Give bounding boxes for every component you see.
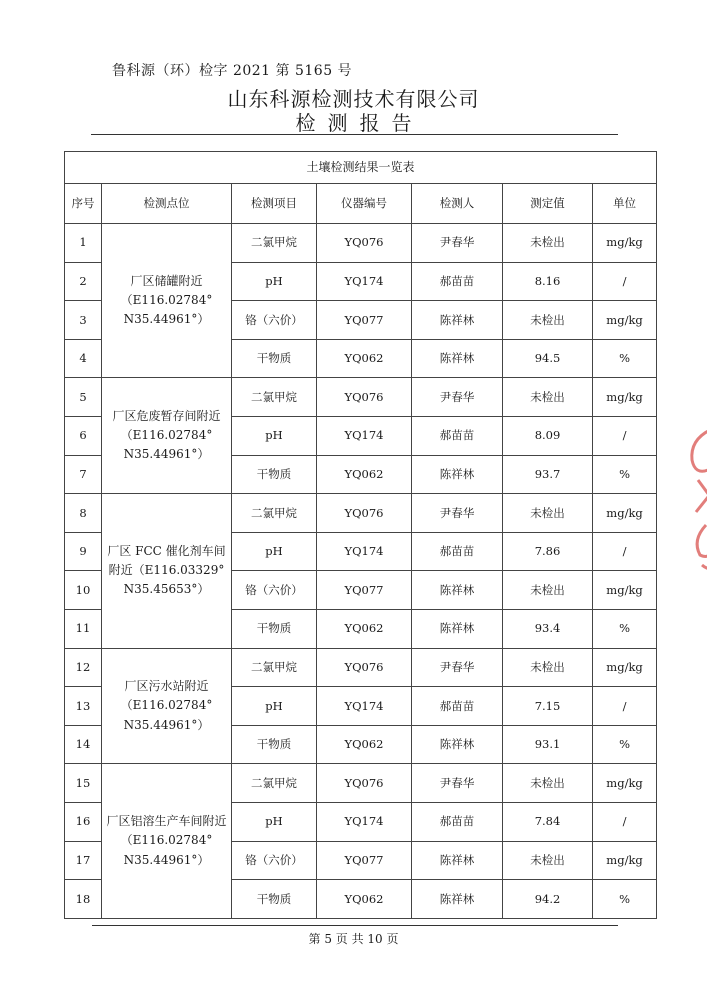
column-header: 单位 [593,184,657,224]
test-item: 二氯甲烷 [232,764,317,803]
measured-value: 未检出 [503,841,593,880]
tester-name: 尹春华 [412,378,503,417]
table-row [65,494,657,533]
tester-name: 郝苗苗 [412,416,503,455]
unit: mg/kg [593,571,657,610]
instrument-number: YQ077 [317,571,412,610]
tester-name: 郝苗苗 [412,687,503,726]
column-header: 检测项目 [232,184,317,224]
instrument-number: YQ174 [317,416,412,455]
sampling-location: 厂区 FCC 催化剂车间附近（E116.03329° N35.45653°） [102,494,232,648]
row-number: 15 [65,764,102,803]
instrument-number: YQ062 [317,339,412,378]
table-caption: 土壤检测结果一览表 [65,152,657,184]
unit: mg/kg [593,841,657,880]
row-number: 8 [65,494,102,533]
unit: mg/kg [593,378,657,417]
sampling-location: 厂区铝溶生产车间附近（E116.02784° N35.44961°） [102,764,232,918]
unit: mg/kg [593,224,657,263]
instrument-number: YQ076 [317,648,412,687]
measured-value: 93.7 [503,455,593,494]
page-number: 第 5 页 共 10 页 [308,932,399,946]
row-number: 17 [65,841,102,880]
test-item: 干物质 [232,725,317,764]
table-row [65,648,657,687]
document-number: 鲁科源（环）检字 2021 第 5165 号 [112,63,353,79]
tester-name: 郝苗苗 [412,802,503,841]
row-number: 12 [65,648,102,687]
measured-value: 未检出 [503,764,593,803]
measured-value: 94.5 [503,339,593,378]
soil-results-table [64,151,657,919]
measured-value: 未检出 [503,378,593,417]
instrument-number: YQ076 [317,764,412,803]
unit: / [593,532,657,571]
tester-name: 陈祥林 [412,880,503,919]
test-item: 干物质 [232,339,317,378]
row-number: 11 [65,609,102,648]
tester-name: 尹春华 [412,224,503,263]
tester-name: 尹春华 [412,494,503,533]
test-item: pH [232,416,317,455]
unit: / [593,687,657,726]
company-name: 山东科源检测技术有限公司 [227,87,480,111]
instrument-number: YQ076 [317,378,412,417]
footer-divider [92,925,618,926]
test-item: 干物质 [232,609,317,648]
test-item: pH [232,802,317,841]
test-item: 干物质 [232,455,317,494]
instrument-number: YQ062 [317,725,412,764]
unit: mg/kg [593,764,657,803]
instrument-number: YQ174 [317,532,412,571]
row-number: 5 [65,378,102,417]
table-row [65,224,657,263]
tester-name: 陈祥林 [412,455,503,494]
instrument-number: YQ076 [317,494,412,533]
unit: mg/kg [593,301,657,340]
test-item: 二氯甲烷 [232,378,317,417]
tester-name: 陈祥林 [412,339,503,378]
measured-value: 未检出 [503,648,593,687]
column-header: 仪器编号 [317,184,412,224]
table-row [65,764,657,803]
unit: / [593,262,657,301]
row-number: 14 [65,725,102,764]
instrument-number: YQ174 [317,687,412,726]
row-number: 3 [65,301,102,340]
measured-value: 93.4 [503,609,593,648]
measured-value: 未检出 [503,494,593,533]
tester-name: 郝苗苗 [412,262,503,301]
unit: mg/kg [593,494,657,533]
instrument-number: YQ077 [317,841,412,880]
report-title: 检测报告 [295,111,424,135]
table-row [65,378,657,417]
measured-value: 未检出 [503,224,593,263]
test-item: 二氯甲烷 [232,648,317,687]
column-header: 检测点位 [102,184,232,224]
instrument-number: YQ076 [317,224,412,263]
unit: % [593,339,657,378]
row-number: 10 [65,571,102,610]
row-number: 18 [65,880,102,919]
column-header: 检测人 [412,184,503,224]
test-item: pH [232,262,317,301]
tester-name: 陈祥林 [412,301,503,340]
header-divider [91,134,618,135]
measured-value: 94.2 [503,880,593,919]
unit: % [593,880,657,919]
sampling-location: 厂区污水站附近（E116.02784° N35.44961°） [102,648,232,764]
test-item: pH [232,532,317,571]
tester-name: 郝苗苗 [412,532,503,571]
measured-value: 7.86 [503,532,593,571]
instrument-number: YQ062 [317,880,412,919]
instrument-number: YQ174 [317,262,412,301]
measured-value: 未检出 [503,571,593,610]
official-seal-stamp [680,420,707,580]
row-number: 2 [65,262,102,301]
row-number: 16 [65,802,102,841]
column-header: 测定值 [503,184,593,224]
tester-name: 陈祥林 [412,571,503,610]
row-number: 4 [65,339,102,378]
test-item: 铬（六价） [232,571,317,610]
row-number: 7 [65,455,102,494]
measured-value: 93.1 [503,725,593,764]
tester-name: 陈祥林 [412,609,503,648]
unit: / [593,802,657,841]
test-item: 二氯甲烷 [232,494,317,533]
instrument-number: YQ174 [317,802,412,841]
row-number: 13 [65,687,102,726]
test-item: 二氯甲烷 [232,224,317,263]
unit: mg/kg [593,648,657,687]
instrument-number: YQ062 [317,609,412,648]
tester-name: 陈祥林 [412,725,503,764]
row-number: 6 [65,416,102,455]
test-item: 铬（六价） [232,841,317,880]
unit: % [593,609,657,648]
test-item: 干物质 [232,880,317,919]
column-header: 序号 [65,184,102,224]
tester-name: 尹春华 [412,648,503,687]
test-item: pH [232,687,317,726]
instrument-number: YQ077 [317,301,412,340]
measured-value: 未检出 [503,301,593,340]
tester-name: 陈祥林 [412,841,503,880]
row-number: 1 [65,224,102,263]
measured-value: 7.15 [503,687,593,726]
row-number: 9 [65,532,102,571]
test-item: 铬（六价） [232,301,317,340]
measured-value: 7.84 [503,802,593,841]
sampling-location: 厂区储罐附近（E116.02784° N35.44961°） [102,224,232,378]
measured-value: 8.16 [503,262,593,301]
sampling-location: 厂区危废暂存间附近（E116.02784° N35.44961°） [102,378,232,494]
measured-value: 8.09 [503,416,593,455]
instrument-number: YQ062 [317,455,412,494]
unit: % [593,455,657,494]
tester-name: 尹春华 [412,764,503,803]
unit: / [593,416,657,455]
unit: % [593,725,657,764]
